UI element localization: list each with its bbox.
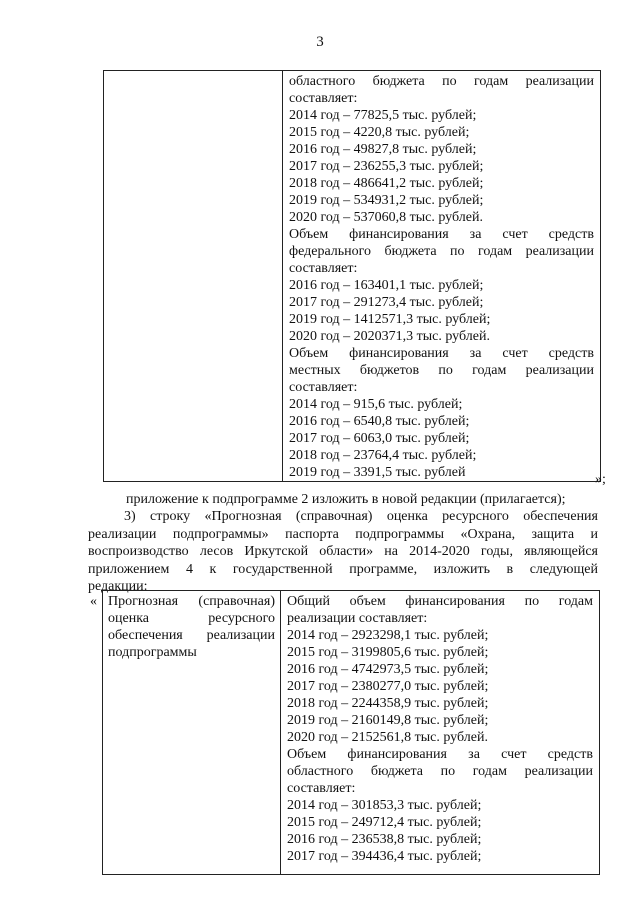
text-line: составляет: xyxy=(289,261,358,276)
text-line: Объем финансирования за счет средств xyxy=(289,346,594,361)
text-line: 2017 год – 394436,4 тыс. рублей; xyxy=(287,849,482,864)
text-line: обеспечения реализации xyxy=(108,628,275,643)
text-line: 2014 год – 77825,5 тыс. рублей; xyxy=(289,108,477,123)
paragraph-item-3 xyxy=(88,508,598,596)
page-number: 3 xyxy=(316,34,324,50)
text-line: 2016 год – 49827,8 тыс. рублей; xyxy=(289,142,477,157)
text-line: 2015 год – 4220,8 тыс. рублей; xyxy=(289,125,470,140)
text-line: 2016 год – 6540,8 тыс. рублей; xyxy=(289,414,470,429)
table-cell-row-title xyxy=(103,591,281,875)
text-line: областного бюджета по годам реализации xyxy=(289,74,594,89)
text-line: 2018 год – 23764,4 тыс. рублей; xyxy=(289,448,477,463)
text-line: местных бюджетов по годам реализации xyxy=(289,363,594,378)
text-line: 2019 год – 1412571,3 тыс. рублей; xyxy=(289,312,491,327)
text-line: реализации подпрограммы» паспорта подпрограммы «Охрана, защита и xyxy=(88,526,598,542)
paragraph-item-2: приложение к подпрограмме 2 изложить в новой редакции (прилагается); xyxy=(126,492,566,507)
table-cell-funding-details xyxy=(281,591,600,875)
text-line: 2014 год – 301853,3 тыс. рублей; xyxy=(287,798,482,813)
opening-quote-mark: « xyxy=(90,594,97,609)
text-line: 2020 год – 537060,8 тыс. рублей. xyxy=(289,210,483,225)
resource-estimate-table xyxy=(102,590,600,875)
text-line: 2020 год – 2020371,3 тыс. рублей. xyxy=(289,329,490,344)
text-line: 2014 год – 915,6 тыс. рублей; xyxy=(289,397,463,412)
table-cell-left-empty xyxy=(104,71,283,482)
text-line: составляет: xyxy=(289,380,358,395)
text-line: Прогнозная (справочная) xyxy=(108,594,275,609)
text-line: составляет: xyxy=(287,781,356,796)
text-line: приложением 4 к государственной программе, изложить в следующей xyxy=(88,561,598,577)
text-line: редакции: xyxy=(88,579,148,594)
text-line: оценка ресурсного xyxy=(108,611,275,626)
text-line: 2017 год – 6063,0 тыс. рублей; xyxy=(289,431,470,446)
text-line: 2014 год – 2923298,1 тыс. рублей; xyxy=(287,628,489,643)
text-line: 2015 год – 249712,4 тыс. рублей; xyxy=(287,815,482,830)
funding-table-continued xyxy=(103,70,601,482)
text-line: федерального бюджета по годам реализации xyxy=(289,244,594,259)
text-line: 2017 год – 291273,4 тыс. рублей; xyxy=(289,295,484,310)
text-line: составляет: xyxy=(289,91,358,106)
text-line: Общий объем финансирования по годам xyxy=(287,594,593,609)
table-row xyxy=(103,591,600,875)
text-line: 2018 год – 2244358,9 тыс. рублей; xyxy=(287,696,489,711)
closing-quote-mark: »; xyxy=(595,472,606,487)
text-line: Объем финансирования за счет средств xyxy=(289,227,594,242)
table-cell-funding-details xyxy=(283,71,601,482)
text-line: 2019 год – 2160149,8 тыс. рублей; xyxy=(287,713,489,728)
text-line: 2020 год – 2152561,8 тыс. рублей. xyxy=(287,730,488,745)
text-line: областного бюджета по годам реализации xyxy=(287,764,593,779)
text-line: Объем финансирования за счет средств xyxy=(287,747,593,762)
text-line: 2016 год – 163401,1 тыс. рублей; xyxy=(289,278,484,293)
table-row xyxy=(104,71,601,482)
text-line: 2019 год – 534931,2 тыс. рублей; xyxy=(289,193,484,208)
text-line: 2016 год – 236538,8 тыс. рублей; xyxy=(287,832,482,847)
text-line: 2019 год – 3391,5 тыс. рублей xyxy=(289,465,466,480)
text-line: 2017 год – 2380277,0 тыс. рублей; xyxy=(287,679,489,694)
text-line: 2017 год – 236255,3 тыс. рублей; xyxy=(289,159,484,174)
text-line: 2015 год – 3199805,6 тыс. рублей; xyxy=(287,645,489,660)
text-line: 2016 год – 4742973,5 тыс. рублей; xyxy=(287,662,489,677)
text-line: воспроизводство лесов Иркутской области» на 2014-2020 годы, являющейся xyxy=(88,544,598,559)
text-line: 3) строку «Прогнозная (справочная) оценка ресурсного обеспечения xyxy=(124,509,598,524)
text-line: реализации составляет: xyxy=(287,611,428,626)
text-line: 2018 год – 486641,2 тыс. рублей; xyxy=(289,176,484,191)
text-line: подпрограммы xyxy=(108,645,197,660)
